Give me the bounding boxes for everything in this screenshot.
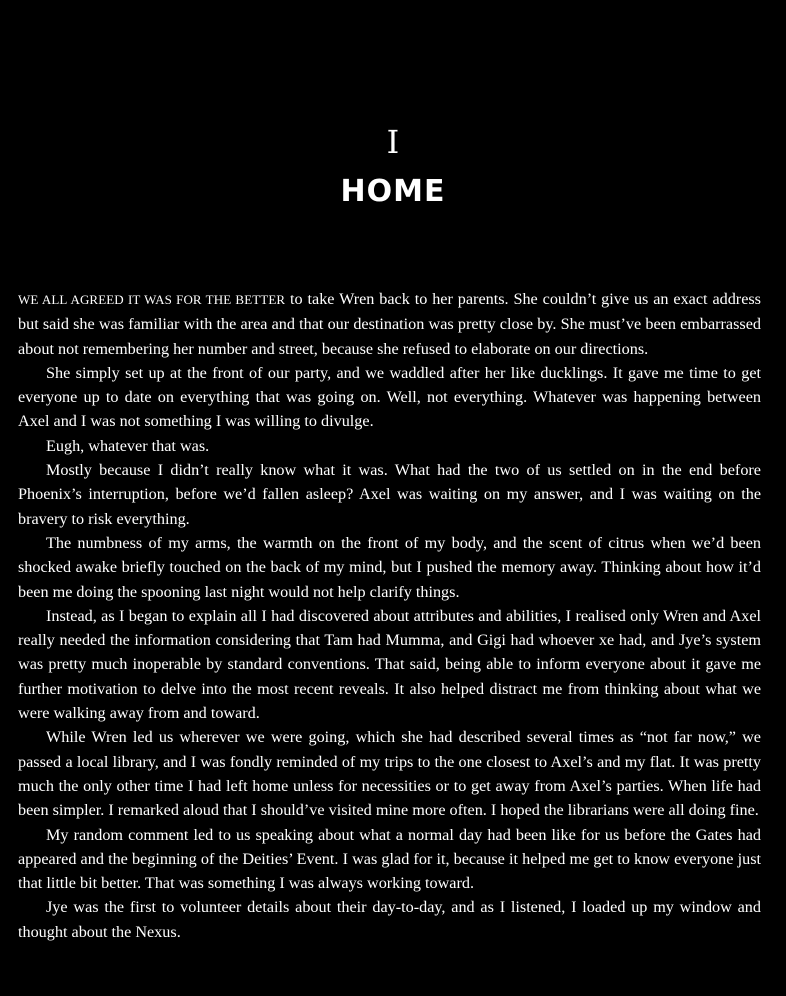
paragraph: Instead, as I began to explain all I had discovered about attributes and abilities, I realised only Wren and Axel really needed the information considering that Tam had Mumma, and Gigi had whoever xe had, and Jye’s system was pretty much inoperable by standard conventions. That said, being able to inform everyone about it gave me further motivation to delve into the most recent reveals. It also helped distract me from thinking about what we were walking away from and toward.: [18, 606, 761, 723]
chapter-number: I: [386, 123, 400, 161]
paragraph-text: to take Wren back to her parents. She couldn’t give us an exact address but said she was familiar with the area and that our destination was pretty close by. She must’ve been embarrassed about not remembering her number and street, because she refused to elaborate on our directions.: [18, 290, 761, 358]
paragraph: The numbness of my arms, the warmth on the front of my body, and the scent of citrus when we’d been shocked awake briefly touched on the back of my mind, but I pushed the memory away. Thinking about how it’d been me doing the spooning last night would not help clarify things.: [18, 533, 761, 601]
chapter-body: [18, 287, 761, 944]
paragraph: My random comment led to us speaking about what a normal day had been like for us before the Gates had appeared and the beginning of the Deities’ Event. I was glad for it, because it helped me get to know everyone just that little bit better. That was something I was always working toward.: [18, 825, 761, 893]
paragraph: While Wren led us wherever we were going, which she had described several times as “not far now,” we passed a local library, and I was fondly reminded of my trips to the one closest to Axel’s and my flat. It was pretty much the only other time I had left home unless for necessities or to get away from Axel’s parties. When life had been simpler. I remarked aloud that I should’ve visited mine more often. I hoped the librarians were all doing fine.: [18, 728, 761, 820]
paragraph-lead-in: WE ALL AGREED IT WAS FOR THE BETTER: [18, 292, 286, 307]
paragraph: Eugh, whatever that was.: [46, 436, 210, 455]
paragraph: [18, 287, 761, 361]
paragraph: Mostly because I didn’t really know what it was. What had the two of us settled on in the end before Phoenix’s interruption, before we’d fallen asleep? Axel was waiting on my answer, and I was waiting on the bravery to risk everything.: [18, 461, 761, 528]
paragraph: She simply set up at the front of our party, and we waddled after her like ducklings. It gave me time to get everyone up to date on everything that was going on. Well, not everything. Whatever was happening between Axel and I was not something I was willing to divulge.: [18, 363, 761, 431]
paragraph: Jye was the first to volunteer details about their day-to-day, and as I listened, I loaded up my window and thought about the Nexus.: [18, 898, 761, 941]
chapter-title: HOME: [340, 174, 446, 209]
